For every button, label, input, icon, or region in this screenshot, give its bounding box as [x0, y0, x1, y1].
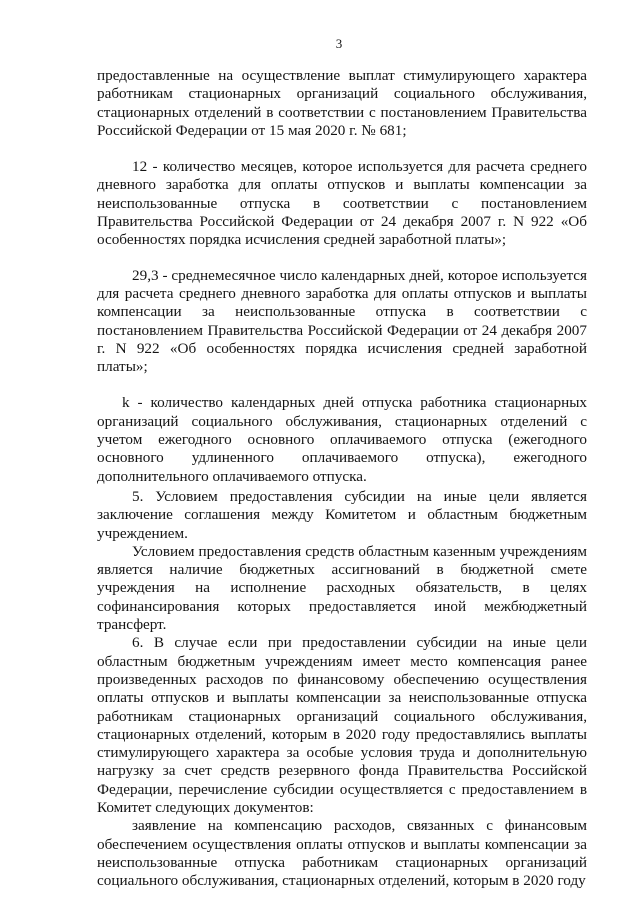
paragraph-item-5: 5. Условием предоставления субсидии на иные цели является заключение соглашения между Комитетом и областным бюджетным учреждением.	[97, 487, 587, 542]
paragraph-months-definition: 12 - количество месяцев, которое используется для расчета среднего дневного заработка для оплаты отпусков и выплаты компенсации за неиспользованные отпуска в соответствии с постановлением Правительства Российской Федерации от 24 декабря 2007 г. N 922 «Об особенностях порядка исчисления средней заработной платы»;	[97, 158, 587, 249]
paragraph-continuation: предоставленные на осуществление выплат стимулирующего характера работникам стационарных организаций социального обслуживания, стационарных отделений в соответствии с постановлением Правительства Российской Федерации от 15 мая 2020 г. № 681;	[97, 67, 587, 139]
paragraph-days-definition: 29,3 - среднемесячное число календарных дней, которое используется для расчета среднего дневного заработка для оплаты отпусков и выплаты компенсации за неиспользованные отпуска в соответствии с постановлением Правительства Российской Федерации от 24 декабря 2007 г. N 922 «Об особенностях порядка исчисления средней заработной платы»;	[97, 266, 587, 376]
paragraph-kazennye-condition: Условием предоставления средств областным казенным учреждениям является наличие бюджетных ассигнований в бюджетной смете учреждения на исполнение расходных обязательств, в целях софинансирования которых предоставляется иной межбюджетный трансферт.	[97, 542, 587, 634]
paragraph-application: заявление на компенсацию расходов, связанных с финансовым обеспечением осуществления оплаты отпусков и выплаты компенсации за неиспользованные отпуска работникам стационарных организаций социального обслуживания, стационарных отделений, которым в 2020 году	[97, 817, 587, 890]
paragraph-k-definition: k - количество календарных дней отпуска работника стационарных организаций социального обслуживания, стационарных отделений с учетом ежегодного основного оплачиваемого отпуска (ежегодного основного удлиненного оплачиваемого отпуска), ежегодного дополнительного оплачиваемого отпуска.	[97, 394, 587, 485]
page-number: 3	[335, 36, 343, 51]
document-body	[97, 67, 587, 890]
paragraph-item-6: 6. В случае если при предоставлении субсидии на иные цели областным бюджетным учреждениям имеет место компенсация ранее произведенных расходов по финансовому обеспечению осуществления оплаты отпусков и выплаты компенсации за неиспользованные отпуска работникам стационарных организаций социального обслуживания, стационарных отделений, которым в 2020 году предоставлялись выплаты стимулирующего характера за особые условия труда и дополнительную нагрузку за счет средств резервного фонда Правительства Российской Федерации, перечисление субсидии осуществляется с предоставлением в Комитет следующих документов:	[97, 634, 587, 816]
